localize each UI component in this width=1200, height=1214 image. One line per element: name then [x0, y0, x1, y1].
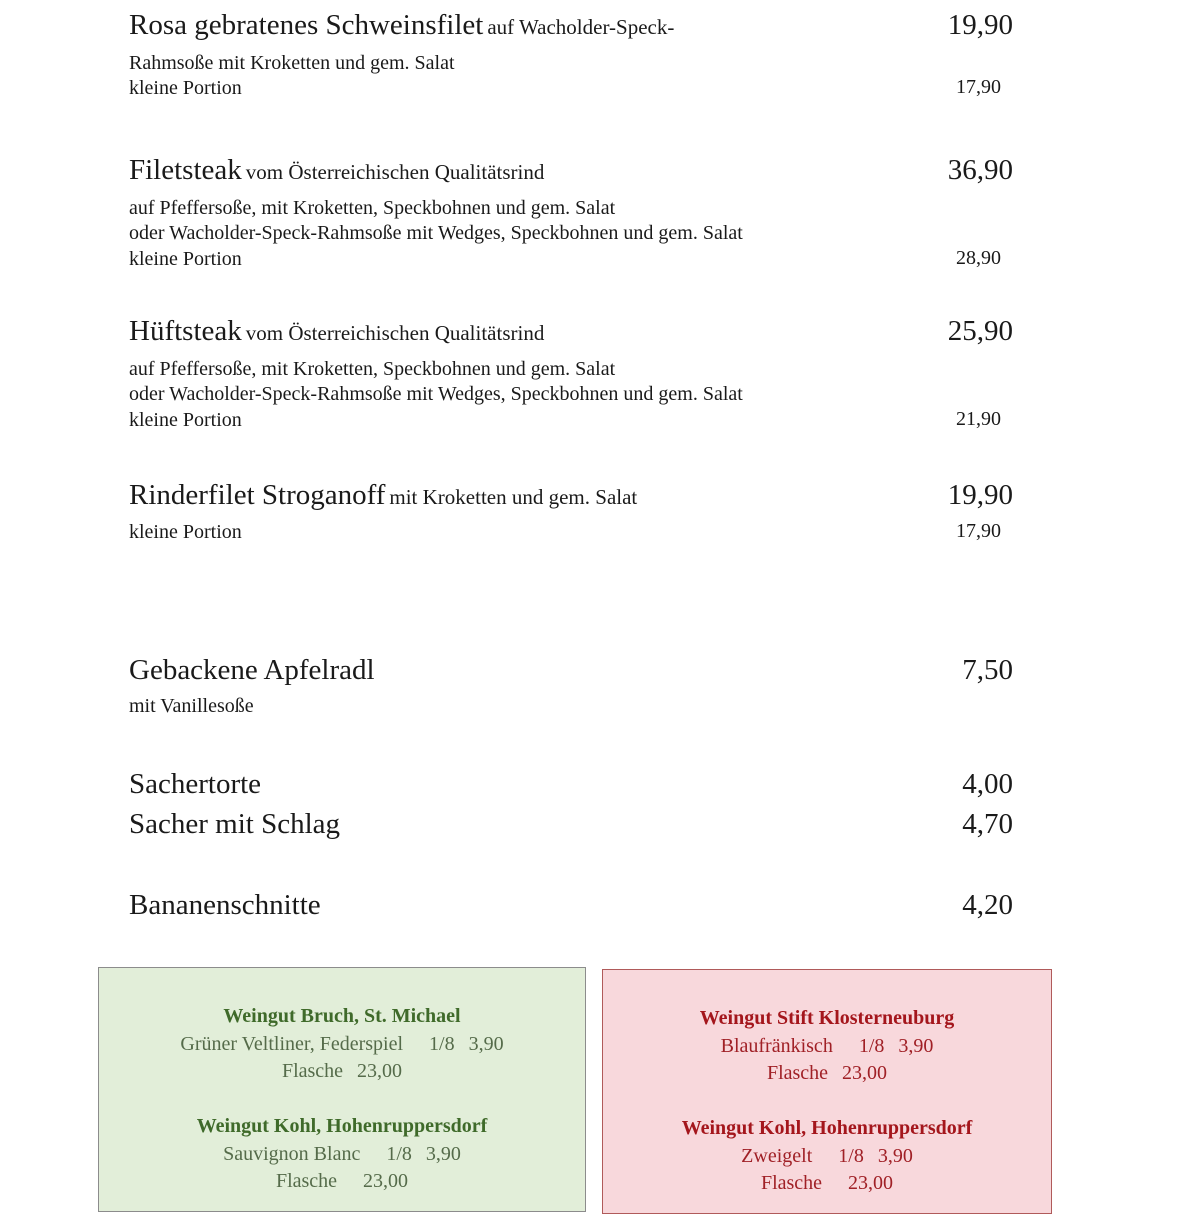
dish-desc-line: kleine Portion	[129, 248, 242, 270]
glass-size: 1/8	[838, 1144, 864, 1167]
dish-title-line	[129, 315, 544, 348]
wine-glass-line	[99, 1141, 585, 1169]
wine-entry	[99, 1003, 585, 1086]
winery-name: Weingut Bruch, St. Michael	[223, 1005, 461, 1027]
wine-name: Sauvignon Blanc	[223, 1142, 361, 1165]
dish-small-price: 21,90	[956, 408, 1001, 430]
dish-desc-line: kleine Portion	[129, 409, 242, 431]
wine-name: Blaufränkisch	[720, 1034, 833, 1057]
wine-bottle-line	[603, 1060, 1051, 1088]
dish-name: Rosa gebratenes Schweinsfilet	[129, 9, 484, 41]
red-wine-box	[602, 969, 1052, 1214]
wine-bottle-line	[603, 1170, 1051, 1198]
winery-name: Weingut Kohl, Hohenruppersdorf	[681, 1117, 973, 1139]
dish-desc-line: Rahmsoße mit Kroketten und gem. Salat	[129, 52, 455, 74]
white-wine-box	[98, 967, 586, 1212]
wine-glass-line	[603, 1033, 1051, 1061]
bottle-label: Flasche	[760, 1172, 823, 1194]
bottle-price: 23,00	[842, 1062, 888, 1084]
bottle-label: Flasche	[275, 1170, 338, 1192]
dish-price: 36,90	[947, 154, 1013, 186]
dessert-desc: mit Vanillesoße	[129, 695, 254, 717]
dish-desc-line: oder Wacholder-Speck-Rahmsoße mit Wedges, Speckbohnen und gem. Salat	[129, 222, 743, 244]
dessert-price: 7,50	[962, 654, 1013, 686]
dish-desc-line: auf Pfeffersoße, mit Kroketten, Speckbohnen und gem. Salat	[129, 197, 616, 219]
wine-entry	[603, 1005, 1051, 1088]
glass-price: 3,90	[898, 1034, 934, 1057]
dish-price: 25,90	[947, 315, 1013, 347]
wine-glass-line	[603, 1143, 1051, 1171]
bottle-label: Flasche	[766, 1062, 829, 1084]
dish-title-line	[129, 9, 674, 42]
dish-inline-desc: vom Österreichischen Qualitätsrind	[245, 160, 545, 184]
dish-small-price: 28,90	[956, 247, 1001, 269]
bottle-price: 23,00	[848, 1172, 894, 1194]
dish-title-line	[129, 479, 637, 512]
dish-inline-desc: auf Wacholder-Speck-	[487, 15, 675, 39]
dessert-name: Sachertorte	[129, 768, 262, 800]
dish-small-price: 17,90	[956, 76, 1001, 98]
dish-title-line	[129, 154, 544, 187]
dessert-name: Sacher mit Schlag	[129, 808, 341, 840]
dessert-name: Bananenschnitte	[129, 889, 321, 921]
wine-entry	[603, 1115, 1051, 1198]
wine-name: Zweigelt	[741, 1144, 813, 1167]
dish-name: Filetsteak	[129, 154, 242, 186]
dish-desc-line: kleine Portion	[129, 521, 242, 543]
dessert-name: Gebackene Apfelradl	[129, 654, 375, 686]
dish-inline-desc: vom Österreichischen Qualitätsrind	[245, 321, 545, 345]
dessert-price: 4,70	[962, 808, 1013, 840]
wine-entry	[99, 1113, 585, 1196]
wine-glass-line	[99, 1031, 585, 1059]
glass-size: 1/8	[386, 1142, 412, 1165]
glass-size: 1/8	[858, 1034, 885, 1057]
wine-bottle-line	[99, 1058, 585, 1086]
dish-small-price: 17,90	[956, 520, 1001, 542]
winery-name: Weingut Kohl, Hohenruppersdorf	[196, 1115, 488, 1137]
dish-name: Rinderfilet Stroganoff	[129, 479, 386, 511]
dish-name: Hüftsteak	[129, 315, 242, 347]
bottle-price: 23,00	[357, 1060, 403, 1082]
wine-name: Grüner Veltliner, Federspiel	[180, 1032, 404, 1055]
dish-price: 19,90	[947, 479, 1013, 511]
glass-size: 1/8	[429, 1032, 455, 1055]
dish-price: 19,90	[947, 9, 1013, 41]
dish-inline-desc: mit Kroketten und gem. Salat	[389, 485, 638, 509]
glass-price: 3,90	[877, 1144, 913, 1167]
bottle-price: 23,00	[363, 1170, 409, 1192]
winery-name: Weingut Stift Klosterneuburg	[699, 1007, 955, 1029]
dessert-price: 4,00	[962, 768, 1013, 800]
dish-desc-line: oder Wacholder-Speck-Rahmsoße mit Wedges, Speckbohnen und gem. Salat	[129, 383, 743, 405]
glass-price: 3,90	[468, 1032, 504, 1055]
bottle-label: Flasche	[281, 1060, 344, 1082]
glass-price: 3,90	[425, 1142, 461, 1165]
dish-desc-line: auf Pfeffersoße, mit Kroketten, Speckbohnen und gem. Salat	[129, 358, 616, 380]
wine-bottle-line	[99, 1168, 585, 1196]
dessert-price: 4,20	[962, 889, 1013, 921]
dish-desc-line: kleine Portion	[129, 77, 242, 99]
